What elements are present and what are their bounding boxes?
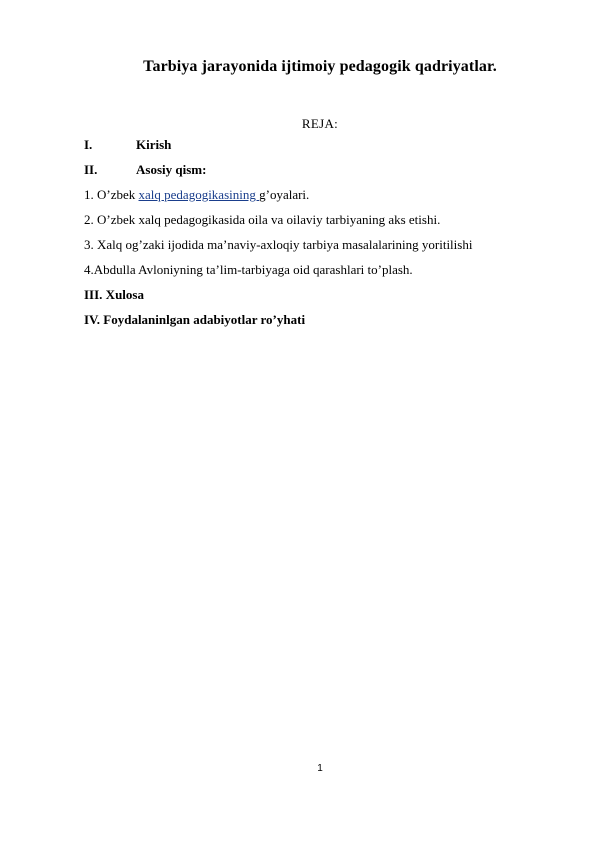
xalq-pedagogikasining-link[interactable]: xalq pedagogikasining [138,187,260,202]
plan-item-1-prefix: 1. O’zbek [84,187,139,202]
section-main-part [84,162,206,178]
plan-item-1 [84,187,309,203]
plan-heading: REJA: [301,116,339,131]
section-conclusion: III. Xulosa [84,287,144,302]
section-introduction [84,137,171,153]
page-number: 1 [317,763,323,774]
plan-item-2: 2. O’zbek xalq pedagogikasida oila va oilaviy tarbiyaning aks etishi. [84,212,441,227]
section-numeral: I. [84,137,93,152]
section-label: Kirish [136,137,172,152]
section-label: Asosiy qism: [136,162,207,177]
plan-item-3: 3. Xalq og’zaki ijodida ma’naviy-axloqiy tarbiya masalalarining yoritilishi [84,237,473,252]
document-title: Tarbiya jarayonida ijtimoiy pedagogik qadriyatlar. [143,58,497,75]
section-numeral: II. [84,162,98,177]
plan-item-1-suffix: g’oyalari. [259,187,310,202]
plan-item-4: 4.Abdulla Avloniyning ta’lim-tarbiyaga oid qarashlari to’plash. [84,262,413,277]
section-references: IV. Foydalaninlgan adabiyotlar ro’yhati [84,312,306,327]
